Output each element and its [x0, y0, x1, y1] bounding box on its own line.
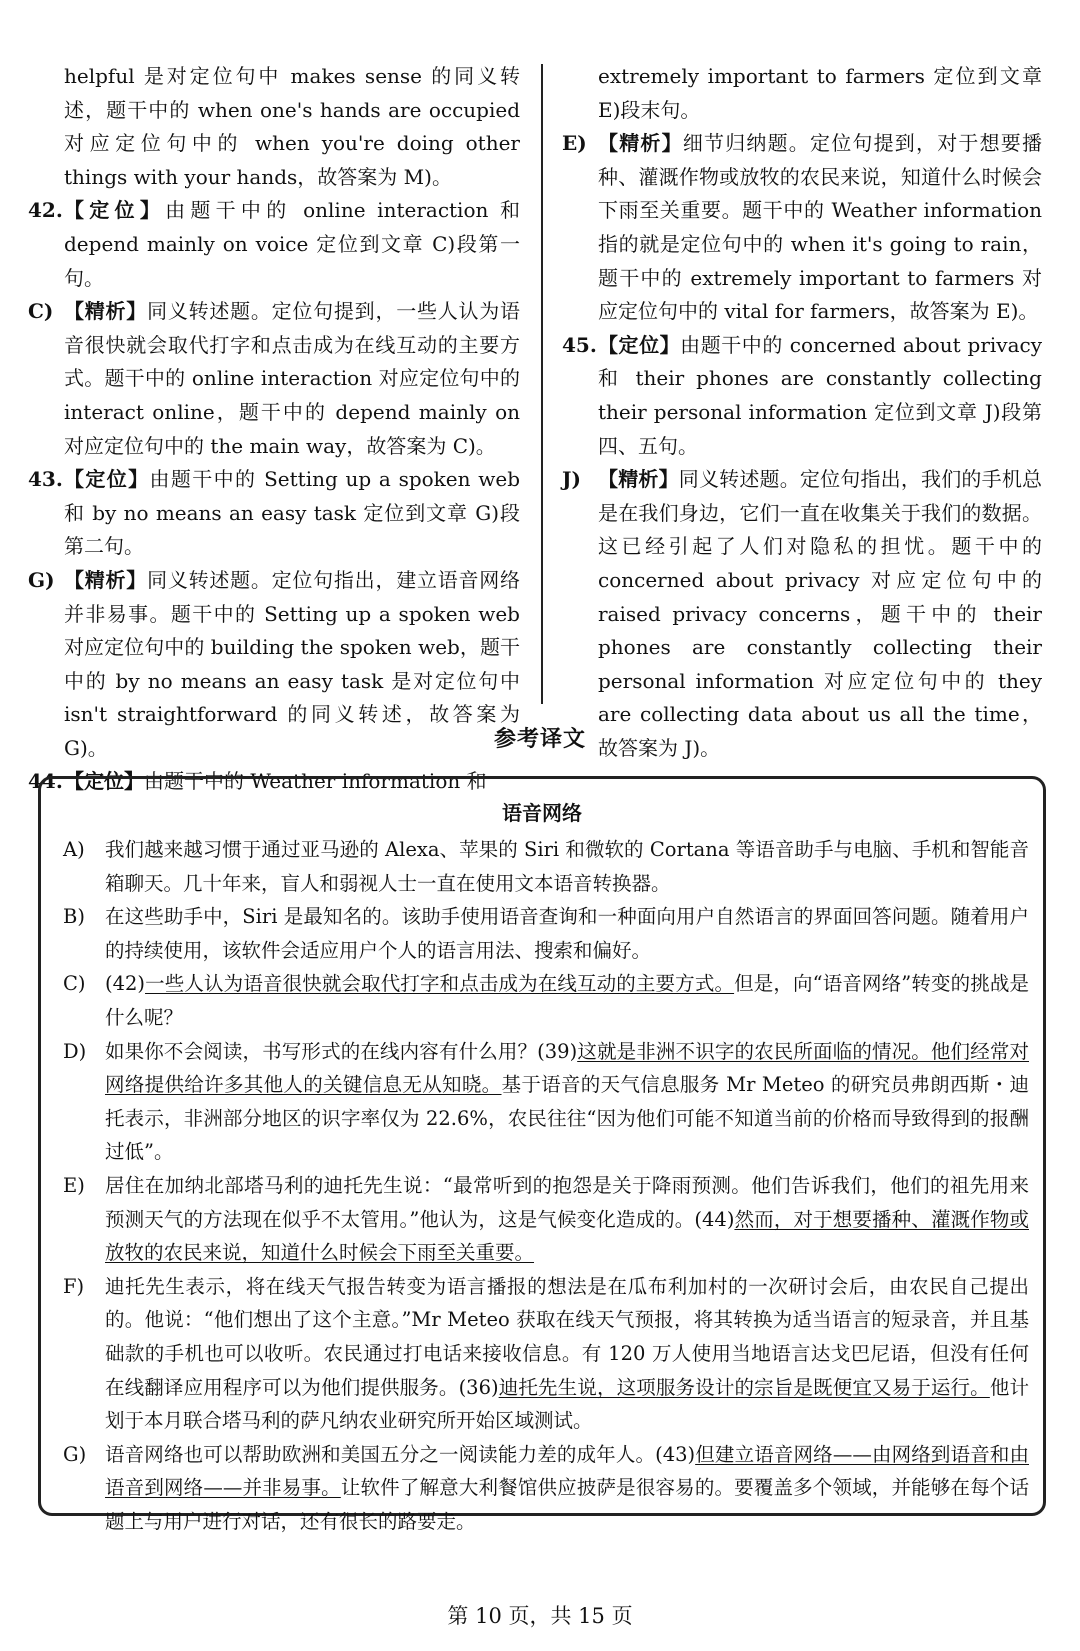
translation-paragraph: [63, 1270, 1029, 1438]
item-tag: 【定位】: [598, 332, 681, 357]
item-number: J): [562, 467, 581, 492]
q42-locate: [28, 194, 520, 295]
paragraph-text: 语音网络也可以帮助欧洲和美国五分之一阅读能力差的成年人。(43): [105, 1442, 696, 1466]
paragraph-text: 如果你不会阅读，书写形式的在线内容有什么用？(39): [105, 1039, 578, 1063]
underlined-answer-sentence: 迪托先生说，这项服务设计的宗旨是既便宜又易于运行。: [498, 1375, 990, 1399]
paragraph-label: F): [63, 1274, 85, 1298]
item-number: 42.: [28, 198, 63, 223]
item-number: G): [28, 567, 55, 592]
item-number: 45.: [562, 332, 597, 357]
item-text: 由题干中的 Setting up a spoken web 和 by no means an easy task 定位到文章 G)段第二句。: [64, 467, 521, 559]
translation-paragraph: [63, 1438, 1029, 1539]
q45-locate: [562, 329, 1042, 463]
translation-paragraph: [63, 1035, 1029, 1169]
paragraph-text: 迪托先生表示，将在线天气报告转变为语言播报的想法是在瓜布利加村的一次研讨会后，由农民自己提出的。他说：“他们想出了这个主意。”Mr Meteo 获取在线天气预报，将其转换为适当语言的短录音，并且基础款的手机也可以收听。农民通过打电话来接收信息。有 120 万人使用当地语言达戈巴尼语，但没有任何在线翻译应用程序可以为他们提供服务。(36): [105, 1274, 1029, 1399]
item-tag: 【精析】: [64, 567, 148, 592]
item-text: 由题干中的 online interaction 和 depend mainly on voice 定位到文章 C)段第一句。: [64, 198, 521, 290]
paragraph-text: 但是，向“语音网络”转变的挑战是什么呢？: [105, 972, 1029, 1029]
q41-continuation: helpful 是对定位句中 makes sense 的同义转述，题干中的 when one's hands are occupied 对应定位句中的 when you're doing other things with your hands，故答案为 M)。: [64, 64, 520, 189]
item-number: E): [562, 131, 587, 156]
translation-paragraphs: [63, 833, 1029, 1538]
paragraph-label: E): [63, 1173, 85, 1197]
item-tag: 【定位】: [64, 198, 166, 223]
q43-locate: [28, 463, 520, 564]
item-number: 43.: [28, 467, 63, 492]
item-text: 由题干中的 Weather information 和: [144, 769, 487, 794]
item-text: 由题干中的 concerned about privacy 和 their phones are constantly collecting their personal information 定位到文章 J)段第四、五句。: [598, 332, 1042, 458]
paragraph-text: (42): [105, 972, 146, 996]
paragraph-label: C): [63, 972, 86, 996]
translation-box: [38, 776, 1046, 1533]
item-tag: 【精析】: [64, 299, 148, 324]
item-tag: 【定位】: [64, 467, 150, 492]
paragraph-text: 基于语音的天气信息服务 Mr Meteo 的研究员弗朗西斯・迪托表示，非洲部分地区的识字率仅为 22.6%，农民往往“因为他们可能不知道当前的价格而导致得到的报酬过低”。: [105, 1073, 1029, 1164]
q42-analysis: [28, 295, 520, 463]
paragraph-text: 我们越来越习惯于通过亚马逊的 Alexa、苹果的 Siri 和微软的 Cortana 等语音助手与电脑、手机和智能音箱聊天。几十年来，盲人和弱视人士一直在使用文本语音转换器。: [105, 838, 1029, 895]
translation-paragraph: [63, 900, 1029, 967]
column-divider: [541, 64, 543, 704]
right-column: [562, 60, 1042, 765]
translation-heading: 参考译文: [493, 726, 586, 752]
translation-paragraph: [63, 967, 1029, 1034]
q44-continuation: extremely important to farmers 定位到文章 E)段末句。: [598, 64, 1042, 122]
item-tag: 【定位】: [64, 769, 144, 794]
paragraph-text: 他计划于本月联合塔马利的萨凡纳农业研究所开始区域测试。: [105, 1375, 1029, 1433]
underlined-answer-sentence: 一些人认为语音很快就会取代打字和点击成为在线互动的主要方式。: [145, 972, 735, 996]
item-number: C): [28, 299, 54, 324]
item-text: 同义转述题。定位句提到，一些人认为语音很快就会取代打字和点击成为在线互动的主要方式。题干中的 online interaction 对应定位句中的 interact online，题干中的 depend mainly on 对应定位句中的 the main way，故答案为 C)。: [64, 299, 521, 458]
translation-paragraph: [63, 833, 1029, 900]
q45-analysis: [562, 463, 1042, 765]
item-tag: 【精析】: [598, 131, 683, 156]
underlined-answer-sentence: 这就是非洲不识字的农民所面临的情况。他们经常对网络提供给许多其他人的关键信息无从知晓。: [105, 1039, 1029, 1097]
translation-title: 语音网络: [502, 801, 582, 825]
item-number: 44.: [28, 769, 63, 794]
left-column: [28, 60, 520, 799]
paragraph-text: 在这些助手中，Siri 是最知名的。该助手使用语音查询和一种面向用户自然语言的界面回答问题。随着用户的持续使用，该软件会适应用户个人的语言用法、搜索和偏好。: [105, 905, 1029, 962]
page-footer: 第 10 页，共 15 页: [447, 1604, 633, 1628]
item-text: 同义转述题。定位句指出，我们的手机总是在我们身边，它们一直在收集关于我们的数据。这已经引起了人们对隐私的担忧。题干中的 concerned about privacy 对应定位句中的 raised privacy concerns，题干中的 their phones are constantly collecting their personal information 对应定位句中的 they are collecting data about us all the time，故答案为 J)。: [598, 467, 1043, 760]
paragraph-label: B): [63, 905, 85, 929]
translation-paragraph: [63, 1169, 1029, 1270]
underlined-answer-sentence: 但建立语音网络——由网络到语音和由语音到网络——并非易事。: [105, 1442, 1029, 1500]
paragraph-label: D): [63, 1039, 87, 1063]
item-tag: 【精析】: [598, 467, 679, 492]
paragraph-label: A): [63, 838, 85, 861]
q44-analysis: [562, 127, 1042, 329]
paragraph-label: G): [63, 1442, 87, 1466]
underlined-answer-sentence: 然而，对于想要播种、灌溉作物或放牧的农民来说，知道什么时候会下雨至关重要。: [105, 1207, 1029, 1265]
paragraph-text: 让软件了解意大利餐馆供应披萨是很容易的。要覆盖多个领域，并能够在每个话题上与用户进行对话，还有很长的路要走。: [105, 1476, 1029, 1533]
paragraph-text: 居住在加纳北部塔马利的迪托先生说：“最常听到的抱怨是关于降雨预测。他们告诉我们，他们的祖先用来预测天气的方法现在似乎不太管用。”他认为，这是气候变化造成的。(44): [105, 1173, 1029, 1231]
item-text: 同义转述题。定位句指出，建立语音网络并非易事。题干中的 Setting up a spoken web 对应定位句中的 building the spoken web，题干中的 by no means an easy task 是对定位句中 isn't straightforward 的同义转述，故答案为 G)。: [64, 567, 521, 760]
item-text: 细节归纳题。定位句提到，对于想要播种、灌溉作物或放牧的农民来说，知道什么时候会下雨至关重要。题干中的 Weather information 指的就是定位句中的 when it's going to rain，题干中的 extremely important to farmers 对应定位句中的 vital for farmers，故答案为 E)。: [598, 131, 1043, 324]
